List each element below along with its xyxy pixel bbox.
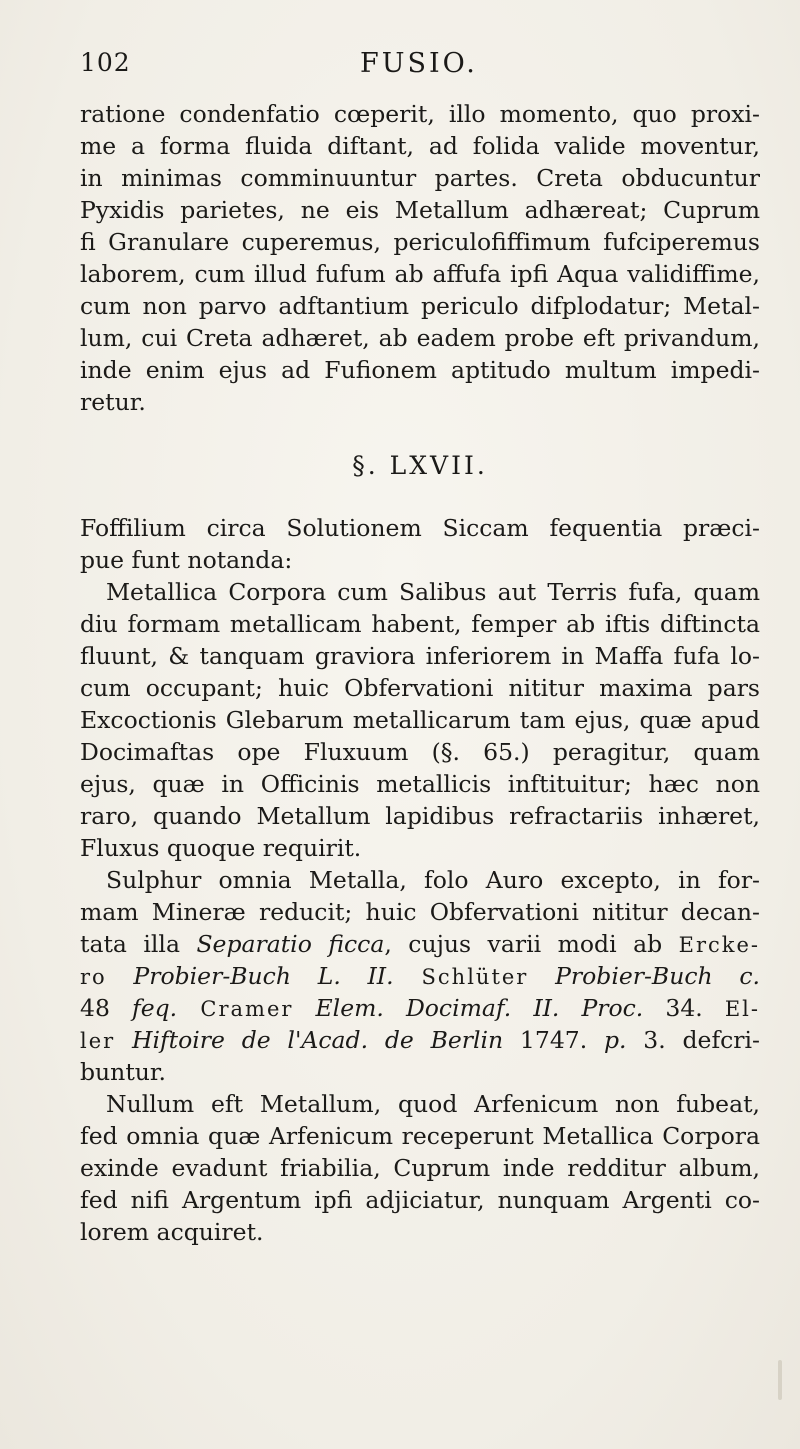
italic-title: Probier-Buch L. II. xyxy=(106,962,394,990)
text-line: fi Granulare cuperemus, periculofiffimum fufciperemus xyxy=(80,228,760,256)
text-line: lorem acquiret. xyxy=(80,1218,264,1246)
body-text xyxy=(80,98,760,1248)
text-line: in minimas comminuuntur partes. Creta obducuntur xyxy=(80,164,760,192)
text-line: mam Mineræ reducit; huic Obfervationi nititur decan- xyxy=(80,898,760,926)
text-line: laborem, cum illud fufum ab affufa ipfi Aqua validiffime, xyxy=(80,260,760,288)
italic-title: Probier-Buch c. xyxy=(528,962,760,990)
section-heading: §. LXVII. xyxy=(352,451,488,480)
page-number: 102 xyxy=(80,48,131,77)
text-line: Foffilium circa Solutionem Siccam fequentia præci- xyxy=(80,514,760,542)
text-line xyxy=(80,960,760,992)
text-line: Metallica Corpora cum Salibus aut Terris fufa, quam xyxy=(106,578,760,606)
italic-title: Elem. Docimaf. II. Proc. xyxy=(293,994,644,1022)
text-line: diu formam metallicam habent, femper ab iftis diftincta xyxy=(80,610,760,638)
text-line: ler Hiftoire de l'Acad. de Berlin 1747. p. 3. defcri- xyxy=(80,1026,760,1054)
italic-title: Hiftoire de l'Acad. de Berlin xyxy=(115,1026,504,1054)
text-line: retur. xyxy=(80,388,146,416)
text-line: Pyxidis parietes, ne eis Metallum adhæreat; Cuprum xyxy=(80,196,760,224)
text-line: fed omnia quæ Arfenicum receperunt Metallica Corpora xyxy=(80,1122,760,1150)
paragraph-5 xyxy=(80,1088,760,1248)
text-line: cum non parvo adftantium periculo difplodatur; Metal- xyxy=(80,292,760,320)
text-line: me a forma fluida diftant, ad folida valide moventur, xyxy=(80,132,760,160)
text-line: tata illa Separatio ficca, cujus varii modi ab Ercke- xyxy=(80,930,760,958)
text-line: pue funt notanda: xyxy=(80,546,293,574)
text-line: Excoctionis Glebarum metallicarum tam ejus, quæ apud xyxy=(80,706,760,734)
text-line: Sulphur omnia Metalla, folo Auro excepto, in for- xyxy=(106,866,760,894)
page-header xyxy=(0,48,800,88)
text-line: inde enim ejus ad Fufionem aptitudo multum impedi- xyxy=(80,356,760,384)
text-line: Docimaftas ope Fluxuum (§. 65.) peragitur, quam xyxy=(80,738,760,766)
paragraph-2 xyxy=(80,512,760,576)
author-name: Cramer xyxy=(177,997,294,1021)
paper-mark xyxy=(778,1360,782,1400)
author-name: El- xyxy=(724,997,760,1021)
text-line: fed nifi Argentum ipfi adjiciatur, nunquam Argenti co- xyxy=(80,1186,760,1214)
text-line: buntur. xyxy=(80,1058,167,1086)
text-line: Fluxus quoque requirit. xyxy=(80,834,362,862)
text-line: exinde evadunt friabilia, Cuprum inde redditur album, xyxy=(80,1154,760,1182)
text-line: ejus, quæ in Officinis metallicis inftituitur; hæc non xyxy=(80,770,760,798)
text-line: fluunt, & tanquam graviora inferiorem in Maffa fufa lo- xyxy=(80,642,760,670)
author-name: ler xyxy=(80,1029,116,1053)
text-line: lum, cui Creta adhæret, ab eadem probe eft privandum, xyxy=(80,324,760,352)
author-name: ro xyxy=(80,965,107,989)
paragraph-1 xyxy=(80,98,760,418)
paragraph-4 xyxy=(80,864,760,1088)
text-line: cum occupant; huic Obfervationi nititur maxima pars xyxy=(80,674,760,702)
text-line: raro, quando Metallum lapidibus refractariis inhæret, xyxy=(80,802,760,830)
running-head: FUSIO. xyxy=(360,48,478,79)
author-name: Ercke- xyxy=(678,933,760,957)
paragraph-3 xyxy=(80,576,760,864)
author-name: Schlüter xyxy=(393,965,529,989)
text-line: 48 feq. Cramer Elem. Docimaf. II. Proc. 34. El- xyxy=(80,994,760,1022)
text-line: Nullum eft Metallum, quod Arfenicum non fubeat, xyxy=(106,1090,760,1118)
text-line: ratione condenfatio cœperit, illo momento, quo proxi- xyxy=(80,100,760,128)
italic-title: Separatio ficca xyxy=(196,930,385,958)
